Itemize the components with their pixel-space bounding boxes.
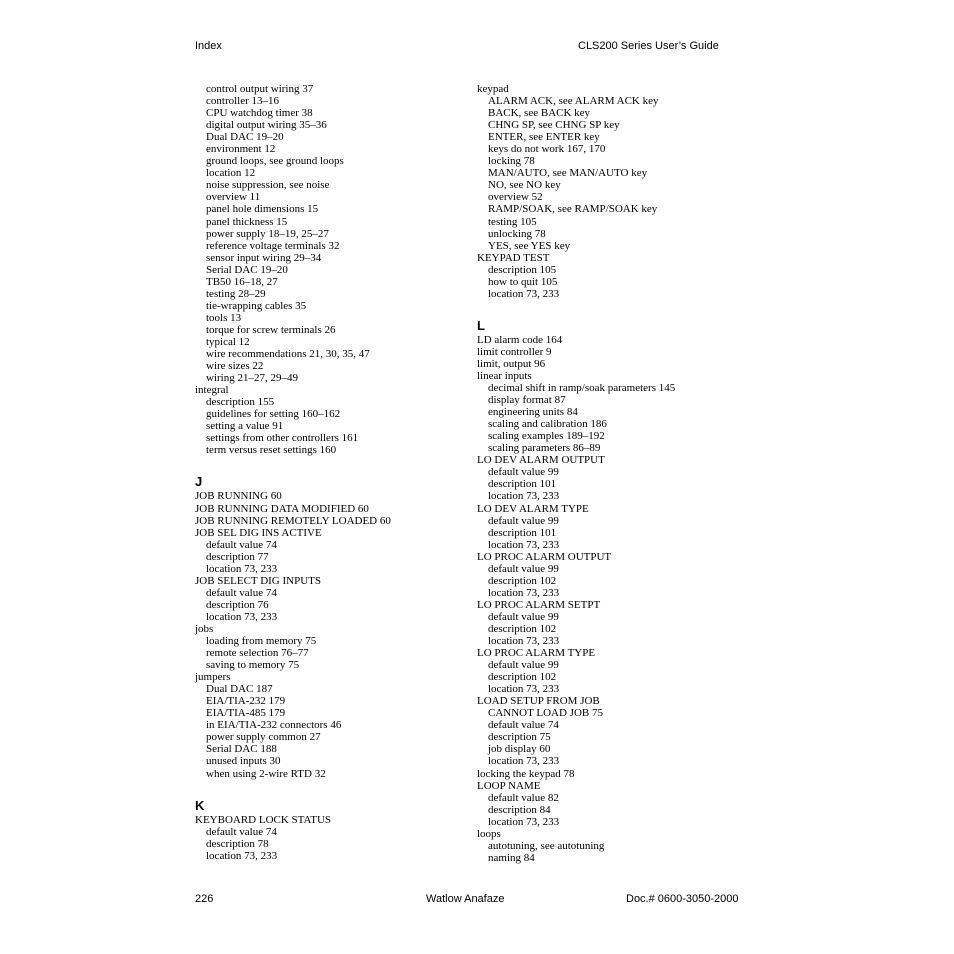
index-subentry: loading from memory 75 — [206, 635, 317, 648]
index-subentry: default value 74 — [488, 719, 559, 732]
index-subentry: description 78 — [206, 837, 269, 850]
index-subentry: naming 84 — [488, 851, 535, 864]
index-subentry: engineering units 84 — [488, 406, 578, 419]
index-subentry: keys do not work 167, 170 — [488, 143, 606, 156]
index-entry: JOB RUNNING DATA MODIFIED 60 — [195, 502, 369, 515]
index-subentry: torque for screw terminals 26 — [206, 323, 336, 336]
index-subentry: CHNG SP, see CHNG SP key — [488, 119, 620, 132]
index-entry: LD alarm code 164 — [477, 333, 563, 346]
index-subentry: tie-wrapping cables 35 — [206, 299, 307, 312]
index-entry: LO DEV ALARM OUTPUT — [477, 454, 605, 467]
index-subentry: unused inputs 30 — [206, 755, 281, 768]
index-subentry: wire sizes 22 — [206, 360, 264, 373]
index-entry: KEYBOARD LOCK STATUS — [195, 813, 332, 826]
index-section-letter: K — [195, 797, 205, 813]
index-entry: LO DEV ALARM TYPE — [477, 502, 589, 515]
index-subentry: unlocking 78 — [488, 227, 546, 240]
index-subentry: Dual DAC 187 — [206, 683, 273, 696]
footer-doc-number: Doc.# 0600-3050-2000 — [626, 893, 739, 905]
index-subentry: in EIA/TIA-232 connectors 46 — [206, 719, 342, 732]
index-subentry: TB50 16–18, 27 — [206, 275, 278, 288]
index-subentry: default value 82 — [488, 791, 559, 804]
index-subentry: location 73, 233 — [488, 538, 560, 551]
index-subentry: EIA/TIA-232 179 — [206, 695, 286, 708]
index-subentry: EIA/TIA-485 179 — [206, 707, 286, 720]
index-subentry: BACK, see BACK key — [488, 107, 591, 120]
index-subentry: YES, see YES key — [488, 239, 571, 252]
index-subentry: location 73, 233 — [488, 635, 560, 648]
index-subentry: description 102 — [488, 671, 557, 684]
index-subentry: environment 12 — [206, 143, 276, 156]
index-subentry: description 101 — [488, 478, 557, 491]
header-left: Index — [195, 40, 222, 52]
index-subentry: default value 74 — [206, 586, 277, 599]
index-subentry: locking 78 — [488, 155, 535, 168]
index-subentry: location 73, 233 — [488, 490, 560, 503]
index-subentry: saving to memory 75 — [206, 659, 300, 672]
index-subentry: description 77 — [206, 550, 269, 563]
index-entry: LOOP NAME — [477, 779, 541, 792]
index-subentry: remote selection 76–77 — [206, 647, 309, 660]
index-subentry: settings from other controllers 161 — [206, 432, 359, 445]
index-subentry: testing 28–29 — [206, 287, 266, 300]
index-entry: locking the keypad 78 — [477, 767, 575, 780]
index-subentry: scaling parameters 86–89 — [488, 442, 601, 455]
index-subentry: power supply common 27 — [206, 731, 321, 744]
index-subentry: decimal shift in ramp/soak parameters 145 — [488, 382, 676, 395]
index-section-letter: L — [477, 317, 485, 333]
index-subentry: location 73, 233 — [206, 562, 278, 575]
index-subentry: setting a value 91 — [206, 420, 284, 433]
index-subentry: location 73, 233 — [488, 683, 560, 696]
index-subentry: scaling and calibration 186 — [488, 418, 607, 431]
index-subentry: testing 105 — [488, 215, 537, 228]
index-subentry: noise suppression, see noise — [206, 179, 330, 192]
index-subentry: typical 12 — [206, 335, 250, 348]
index-subentry: controller 13–16 — [206, 95, 280, 108]
index-subentry: panel hole dimensions 15 — [206, 203, 319, 216]
footer-publisher: Watlow Anafaze — [426, 893, 505, 905]
index-entry: keypad — [477, 83, 509, 95]
index-subentry: overview 52 — [488, 191, 543, 204]
index-subentry: description 105 — [488, 263, 557, 276]
header-right: CLS200 Series User’s Guide — [578, 40, 719, 52]
index-subentry: location 73, 233 — [206, 610, 278, 623]
index-subentry: description 76 — [206, 598, 269, 611]
index-subentry: MAN/AUTO, see MAN/AUTO key — [488, 167, 648, 180]
index-subentry: default value 99 — [488, 562, 559, 575]
index-subentry: location 73, 233 — [488, 755, 560, 768]
index-subentry: when using 2-wire RTD 32 — [206, 767, 326, 780]
index-entry: jumpers — [195, 671, 231, 684]
index-subentry: default value 99 — [488, 659, 559, 672]
index-subentry: wire recommendations 21, 30, 35, 47 — [206, 348, 370, 361]
index-subentry: default value 99 — [488, 610, 559, 623]
index-subentry: power supply 18–19, 25–27 — [206, 227, 329, 240]
index-subentry: location 12 — [206, 167, 256, 180]
index-subentry: description 102 — [488, 574, 557, 587]
index-entry: JOB RUNNING 60 — [195, 490, 282, 503]
index-subentry: location 73, 233 — [488, 815, 560, 828]
index-entry: LO PROC ALARM TYPE — [477, 647, 596, 660]
index-entry: LO PROC ALARM OUTPUT — [477, 550, 612, 563]
index-subentry: autotuning, see autotuning — [488, 839, 605, 852]
index-subentry: RAMP/SOAK, see RAMP/SOAK key — [488, 203, 658, 216]
index-subentry: CANNOT LOAD JOB 75 — [488, 707, 603, 720]
index-subentry: ALARM ACK, see ALARM ACK key — [488, 95, 659, 108]
index-subentry: description 155 — [206, 396, 275, 409]
section-spacer — [477, 300, 737, 318]
index-column-left — [195, 83, 455, 862]
index-subentry: description 84 — [488, 803, 551, 816]
index-subentry: control output wiring 37 — [206, 83, 314, 95]
index-entry: JOB RUNNING REMOTELY LOADED 60 — [195, 514, 391, 527]
index-subentry: Serial DAC 188 — [206, 743, 277, 756]
index-subentry: job display 60 — [488, 743, 551, 756]
index-subentry: overview 11 — [206, 191, 261, 204]
index-entry: LOAD SETUP FROM JOB — [477, 695, 600, 708]
index-entry: limit controller 9 — [477, 345, 552, 358]
index-subentry: tools 13 — [206, 311, 242, 324]
index-entry: integral — [195, 384, 229, 397]
index-entry: limit, output 96 — [477, 357, 546, 370]
index-entry: jobs — [195, 622, 214, 635]
index-subentry: location 73, 233 — [206, 849, 278, 862]
index-subentry: CPU watchdog timer 38 — [206, 107, 313, 120]
index-subentry: display format 87 — [488, 394, 566, 407]
index-subentry: Dual DAC 19–20 — [206, 131, 284, 144]
index-subentry: ENTER, see ENTER key — [488, 131, 600, 144]
index-subentry: NO, see NO key — [488, 179, 561, 192]
index-subentry: description 75 — [488, 731, 551, 744]
index-subentry: panel thickness 15 — [206, 215, 288, 228]
index-entry: JOB SEL DIG INS ACTIVE — [195, 526, 322, 539]
section-spacer — [195, 456, 455, 474]
index-subentry: sensor input wiring 29–34 — [206, 251, 322, 264]
index-subentry: wiring 21–27, 29–49 — [206, 372, 298, 385]
index-subentry: reference voltage terminals 32 — [206, 239, 340, 252]
index-entry: linear inputs — [477, 369, 532, 382]
index-subentry: default value 99 — [488, 466, 559, 479]
index-subentry: description 101 — [488, 526, 557, 539]
index-subentry: term versus reset settings 160 — [206, 444, 337, 457]
index-column-right — [477, 83, 737, 864]
index-subentry: ground loops, see ground loops — [206, 155, 344, 168]
index-subentry: default value 74 — [206, 538, 277, 551]
index-subentry: digital output wiring 35–36 — [206, 119, 327, 132]
index-entry: LO PROC ALARM SETPT — [477, 598, 601, 611]
footer-page-number: 226 — [195, 893, 214, 905]
index-subentry: description 102 — [488, 622, 557, 635]
index-subentry: guidelines for setting 160–162 — [206, 408, 341, 421]
index-subentry: Serial DAC 19–20 — [206, 263, 288, 276]
index-subentry: scaling examples 189–192 — [488, 430, 605, 443]
index-entry: loops — [477, 827, 501, 840]
section-spacer — [195, 780, 455, 798]
index-subentry: default value 74 — [206, 825, 277, 838]
index-subentry: default value 99 — [488, 514, 559, 527]
index-subentry: location 73, 233 — [488, 287, 560, 300]
index-section-letter: J — [195, 474, 203, 490]
index-entry: JOB SELECT DIG INPUTS — [195, 574, 322, 587]
index-entry: KEYPAD TEST — [477, 251, 550, 264]
index-subentry: how to quit 105 — [488, 275, 558, 288]
index-subentry: location 73, 233 — [488, 586, 560, 599]
